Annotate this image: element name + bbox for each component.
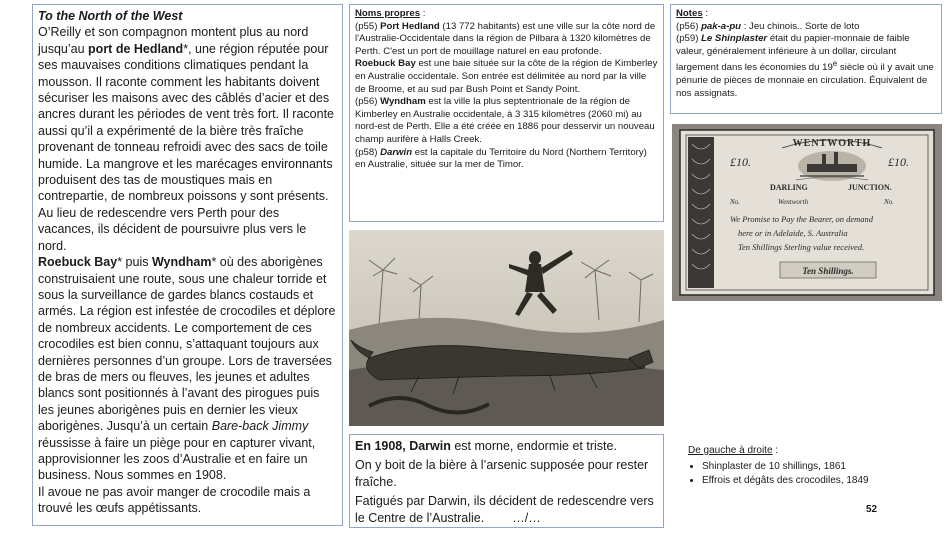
note-shinplaster-term: Le Shinplaster [701,33,768,45]
section-title: To the North of the West [38,9,183,23]
entry-port-hedland-name: Port Hedland [380,20,440,32]
entry-port-hedland-ref: (p55) [355,20,381,32]
caption-item-banknote: • Shinplaster de 10 shillings, 1861 [702,460,938,474]
entry-port-hedland [355,21,658,59]
entry-wyndham-ref: (p56) [355,96,381,108]
banknote-title: WENTWORTH [792,138,872,149]
paragraph-crocodiles-connector: * puis [117,255,152,270]
proper-nouns-header: Noms propres [355,8,421,19]
darwin-line-1 [355,438,658,455]
paragraph-eggs: Il avoue ne pas avoir manger de crocodile mais a trouvé les œufs appétissants. [38,484,311,516]
darwin-year: En 1908, Darwin [355,439,451,453]
notes-header: Notes [676,8,703,19]
crocodile-engraving-image [349,230,664,426]
banknote-line-3: Ten Shillings Sterling value received. [738,242,865,252]
entry-wyndham-text: est la ville la plus septentrionale de la région de Kimberley en Australie occidentale, à 3 315 kilomètres (2060 mi) au nord-est de Perth. Elle a été créée en 1886 pour desservir un nouveau champ aurifère à Halls Creek. [355,96,655,145]
banknote-amount-left: £10. [730,155,751,169]
banknote-amount-right: £10. [888,155,909,169]
darwin-continuation: …/… [512,511,541,525]
note-pak-a-pu-term: pak-a-pu [701,20,742,32]
roebuck-bay-term: Roebuck Bay [38,255,118,270]
banknote-line-1: We Promise to Pay the Bearer, on demand [730,214,874,224]
caption-list [688,460,938,488]
entry-roebuck-bay-name: Roebuck Bay [355,58,416,70]
entry-wyndham [355,96,658,146]
darwin-line-3 [355,493,658,527]
proper-nouns-box [349,4,664,222]
entry-roebuck-bay [355,58,658,96]
note-shinplaster-text-b: siècle où il y avait une pénurie de pièces de monnaie en circulation. Équivalent de nos assignats. [676,62,934,99]
banknote-no-right: No. [884,198,894,206]
entry-darwin-name: Darwin [380,146,413,158]
banknote-line-2: here or in Adelaide, S. Australia [738,228,848,238]
note-pak-a-pu-ref: (p56) [676,20,702,32]
banknote-no-left: No. [730,198,740,206]
note-pak-a-pu [676,21,936,34]
caption-header-line [688,444,938,458]
note-shinplaster [676,33,936,100]
image-caption [688,444,938,488]
wyndham-term: Wyndham [151,255,212,270]
notes-box [670,4,942,114]
banknote-left-panel [688,137,714,288]
proper-nouns-header-colon: : [420,8,426,19]
port-hedland-term: port de Hedland [88,41,184,56]
shinplaster-banknote-image [672,124,942,301]
darwin-box [349,434,664,528]
darwin-line-2: On y boit de la bière à l’arsenic supposée pour rester fraîche. [355,458,649,489]
entry-wyndham-name: Wyndham [380,96,426,108]
page-number: 52 [866,504,878,515]
paragraph-hedland [38,24,337,204]
paragraph-crocodiles-body: * où des aborigènes construisaient une route, sous une chaleur torride et sous la surveillance de gardes blancs costauds et armés. La région est infestée de crocodiles et déplore de nombreux accidents. Le comportement de ces crocodiles est bien connu, s’attaquant toujours aux dernières personnes d’un groupe. Lors de traversées de bras de mers ou fleuves, les jeunes et adultes blancs sont positionnés à l’avant des pirogues puis les jeunes aborigènes puis en dernier les vieux aborigènes. Jusqu’à un certain [38,255,336,434]
banknote-bottom-amount: Ten Shillings. [802,266,854,276]
darwin-line-3-text: Fatigués par Darwin, ils décident de redescendre vers le Centre de l’Australie. [355,494,654,525]
notes-header-line [676,8,936,21]
main-text-box [32,4,343,526]
bare-back-jimmy-term: Bare-back Jimmy [211,419,309,434]
paragraph-hedland-body: *, une région réputée pour ses mauvaises conditions climatiques pendant la mousson. Il raconte comment les habitants doivent sécuriser les maisons avec des câblés d’acier et des ancres durant les périodes de vent très fort. Il raconte aussi qu’il a expérimenté de la bière très fraîche provenant de tonneau refroidi avec des sacs de toile humide. La mangrove et les marécages environnants produisent des tas de moustiques mais en contrepartie, de nombreux poissons y sont présents. [38,41,334,204]
entry-darwin [355,147,658,172]
banknote-junction: JUNCTION. [848,183,892,192]
banknote-wentworth-small: Wentworth [778,198,809,206]
notes-header-colon: : [702,8,708,19]
note-pak-a-pu-text: : Jeu chinois.. Sorte de loto [741,20,860,32]
paragraph-crocodiles-end: réussisse à faire un piège pour en capturer vivant, approvisionner les zoos d’Australie et en faire un business. Nous sommes en 1908. [38,435,316,483]
caption-header-colon: : [772,445,779,456]
darwin-line-1-text: est morne, endormie et triste. [450,439,617,453]
caption-header: De gauche à droite [688,445,773,456]
caption-item-crocodiles: • Effrois et dégâts des crocodiles, 1849 [702,474,938,488]
note-shinplaster-text-a: était du papier-monnaie de faible valeur, généralement inférieure à un dollar, circulant largement dans les économies du 19 [676,33,910,74]
note-shinplaster-sup: e [832,59,838,69]
entry-roebuck-bay-text: est une baie située sur la côte de la région de Kimberley en Australie occidentale. Son entrée est délimitée au nord par la ville de Broome, et au sud par Bush Point et Sandy Point. [355,58,658,95]
entry-port-hedland-text: (13 772 habitants) est une ville sur la côte nord de l'Australie-Occidentale dans la région de Pilbara à 1320 kilomètres de Perth. C'est un port de mouillage naturel en eau profonde. [355,20,656,57]
banknote-darling: DARLING [770,183,808,192]
entry-darwin-ref: (p58) [355,146,381,158]
paragraph-decision: Au lieu de redescendre vers Perth pour des vacances, ils décident de poursuivre plus vers le nord. [38,205,307,253]
paragraph-hedland-intro: O’Reilly et son compagnon montent plus au nord jusqu’au [38,25,309,56]
entry-darwin-text: est la capitale du Territoire du Nord (Northern Territory) en Australie, située sur la mer de Timor. [355,146,647,171]
note-shinplaster-ref: (p59) [676,33,702,45]
paragraph-crocodiles [38,254,337,484]
proper-nouns-header-line [355,8,658,21]
